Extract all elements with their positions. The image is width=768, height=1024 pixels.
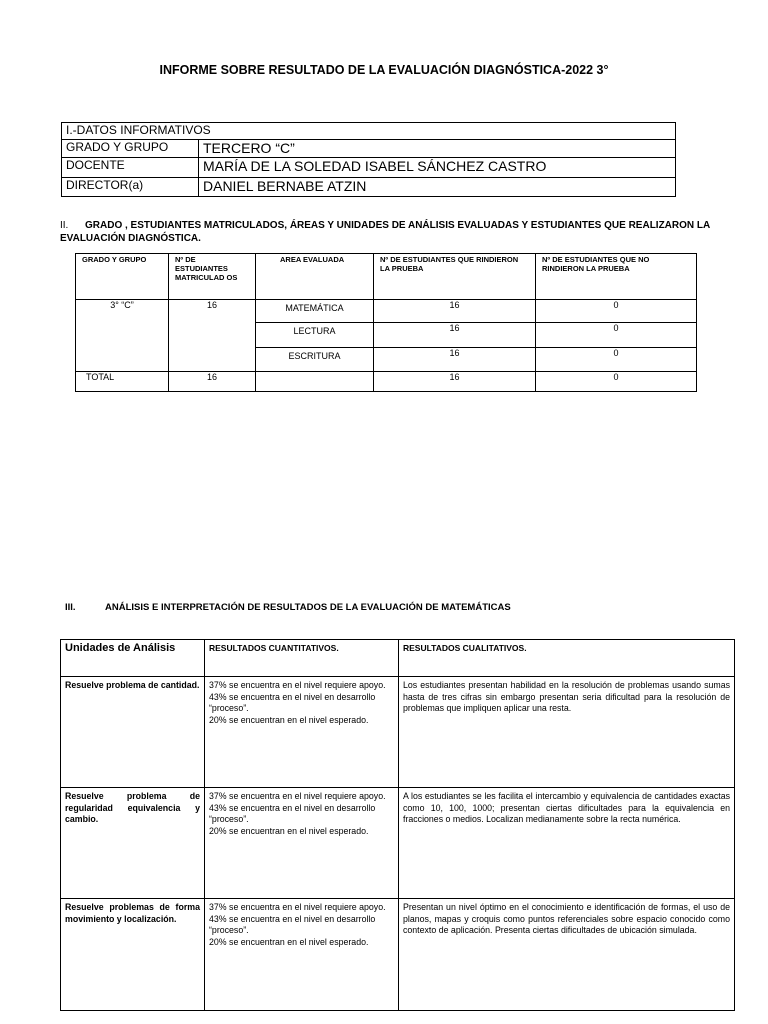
analysis-table	[60, 639, 735, 1011]
section-2-heading	[60, 219, 740, 245]
unidad-cell: Resuelve problema de regularidad equivalencia y cambio.	[61, 788, 205, 899]
total-area	[256, 372, 374, 392]
datos-header: I.-DATOS INFORMATIVOS	[62, 123, 676, 140]
document-title: INFORME SOBRE RESULTADO DE LA EVALUACIÓN DIAGNÓSTICA-2022 3°	[159, 63, 609, 77]
students-table	[75, 253, 697, 392]
result-line: 37% se encuentra en el nivel requiere apoyo.	[209, 791, 386, 801]
result-line: 20% se encuentran en el nivel esperado.	[209, 936, 369, 947]
unidad-cell: Resuelve problema de cantidad.	[61, 677, 205, 788]
no-rindieron-cell: 0	[536, 300, 697, 323]
area-cell: LECTURA	[256, 323, 374, 348]
area-cell: MATEMÁTICA	[256, 300, 374, 323]
section-3-text: ANÁLISIS E INTERPRETACIÓN DE RESULTADOS DE LA EVALUACIÓN DE MATEMÁTICAS	[105, 602, 511, 613]
datos-value: DANIEL BERNABE ATZIN	[199, 178, 676, 197]
column-header: Nº DE ESTUDIANTES QUE NO RINDIERON LA PRUEBA	[536, 254, 697, 300]
total-no-rindieron: 0	[536, 372, 697, 392]
table-row	[61, 788, 735, 899]
cuantitativos-cell	[205, 899, 399, 1011]
rindieron-cell: 16	[374, 323, 536, 348]
column-header: GRADO Y GRUPO	[76, 254, 169, 300]
result-line: 37% se encuentra en el nivel requiere apoyo.	[209, 680, 386, 690]
column-header: Unidades de Análisis	[61, 640, 205, 677]
column-header: Nº DE ESTUDIANTES QUE RINDIERON LA PRUEBA	[374, 254, 536, 300]
no-rindieron-cell: 0	[536, 323, 697, 348]
cualitativos-cell: Los estudiantes presentan habilidad en la resolución de problemas usando sumas hasta de tres cifras sin embargo presentan seria dificultad para la resolución de problemas que impliquen aplicar una resta.	[399, 677, 735, 788]
datos-value: MARÍA DE LA SOLEDAD ISABEL SÁNCHEZ CASTRO	[199, 158, 676, 178]
cualitativos-cell: A los estudiantes se les facilita el intercambio y equivalencia de cantidades exactas como 10, 100, 1000; presentan ciertas dificultades para la equivalencia en fracciones o medios. Localizan medianamente sobre la recta numérica.	[399, 788, 735, 899]
group-cell: 3° “C”	[76, 300, 169, 372]
cuantitativos-cell	[205, 677, 399, 788]
section-2-numeral: II.	[60, 220, 69, 231]
total-matriculados: 16	[169, 372, 256, 392]
no-rindieron-cell: 0	[536, 348, 697, 372]
column-header: Nº DE ESTUDIANTES MATRICULAD OS	[169, 254, 256, 300]
rindieron-cell: 16	[374, 300, 536, 323]
result-line: 43% se encuentra en el nivel en desarrollo “proceso”.	[209, 691, 376, 713]
result-line: 20% se encuentran en el nivel esperado.	[209, 714, 369, 725]
column-header: AREA EVALUADA	[256, 254, 374, 300]
cualitativos-cell: Presentan un nivel óptimo en el conocimiento e identificación de formas, el uso de planos, mapas y croquis como puntos referenciales sobre espacio conocido como contexto de aplicación. Presenta ciertas dificultades de ubicación simulada.	[399, 899, 735, 1011]
area-cell: ESCRITURA	[256, 348, 374, 372]
cuantitativos-cell	[205, 788, 399, 899]
result-line: 37% se encuentra en el nivel requiere apoyo.	[209, 902, 386, 912]
section-2-text: GRADO , ESTUDIANTES MATRICULADOS, ÁREAS Y UNIDADES DE ANÁLISIS EVALUADAS Y ESTUDIANTES QUE REALIZARON LA EVALUACIÓN DIAGNÓSTICA.	[60, 220, 710, 244]
result-line: 20% se encuentran en el nivel esperado.	[209, 825, 369, 836]
total-rindieron: 16	[374, 372, 536, 392]
datos-label: DIRECTOR(a)	[62, 178, 199, 197]
total-label: TOTAL	[76, 372, 169, 392]
table-row	[61, 677, 735, 788]
rindieron-cell: 16	[374, 348, 536, 372]
unidad-cell: Resuelve problemas de forma movimiento y localización.	[61, 899, 205, 1011]
datos-informativos-table	[61, 122, 676, 197]
section-3-numeral: III.	[65, 602, 76, 613]
column-header: RESULTADOS CUALITATIVOS.	[399, 640, 735, 677]
table-row	[61, 899, 735, 1011]
column-header: RESULTADOS CUANTITATIVOS.	[205, 640, 399, 677]
matriculados-cell: 16	[169, 300, 256, 372]
datos-value: TERCERO “C”	[199, 140, 676, 158]
datos-label: DOCENTE	[62, 158, 199, 178]
section-3-heading	[65, 602, 511, 613]
result-line: 43% se encuentra en el nivel en desarrollo “proceso”.	[209, 913, 376, 935]
result-line: 43% se encuentra en el nivel en desarrollo “proceso”.	[209, 802, 376, 824]
datos-label: GRADO Y GRUPO	[62, 140, 199, 158]
